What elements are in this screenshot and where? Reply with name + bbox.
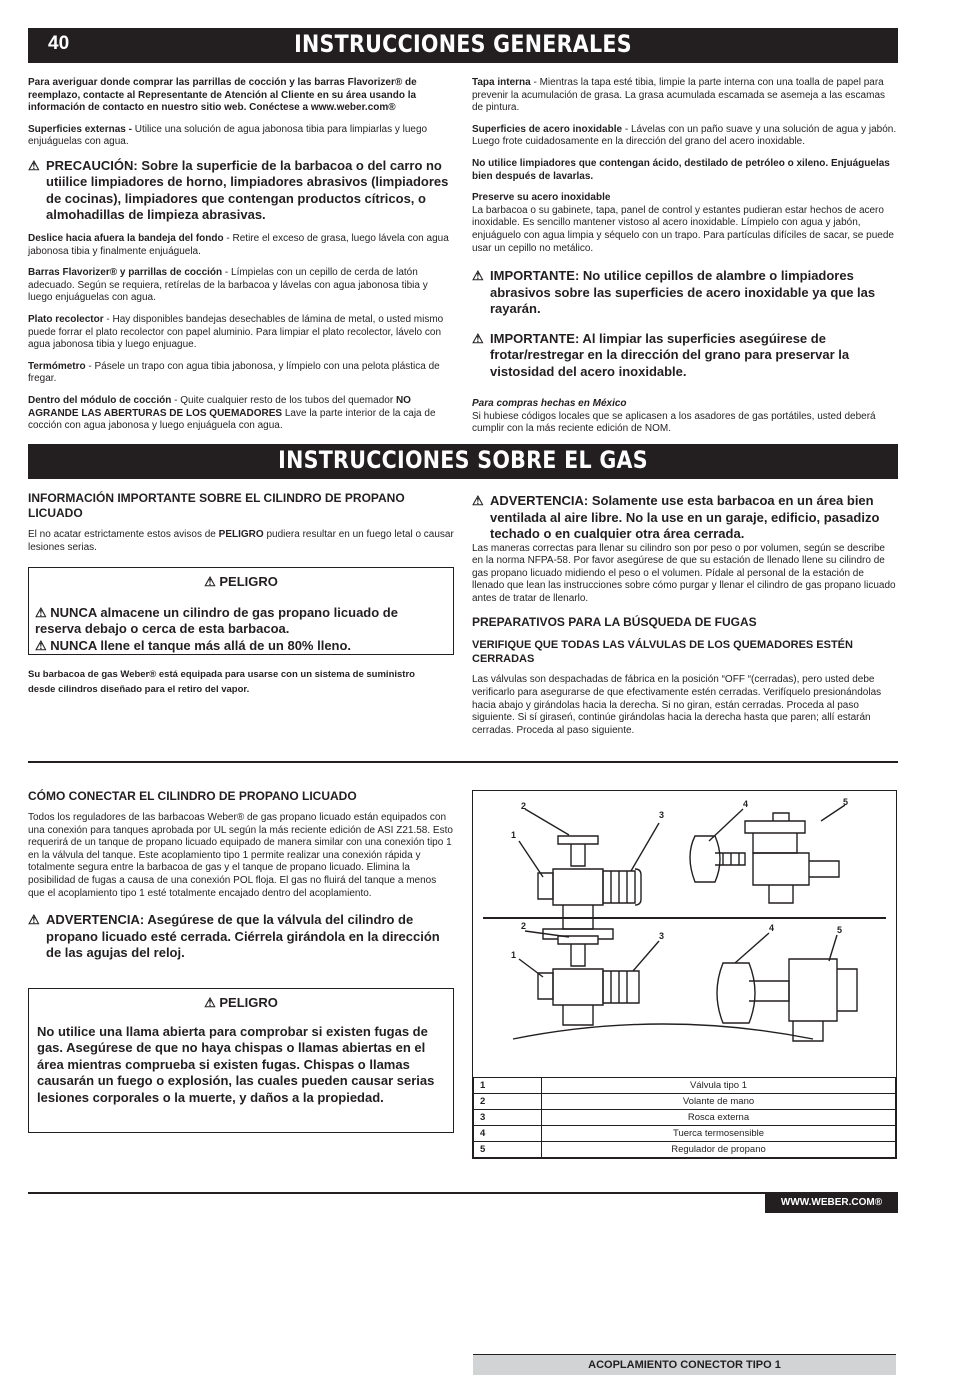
callout-bottom-5: 5 [837, 925, 843, 935]
inner-lid-text: Tapa interna - Mientras la tapa esté tibia, limpie la parte interna con una toalla de papel para prevenir la acumulación de grasa. La grasa acumulada escamada se asemeja a las escamas de pintura. [472, 77, 886, 114]
callout-bottom-2: 2 [521, 921, 527, 931]
table-row: 3 Rosca externa [474, 1110, 896, 1126]
coupling-illustration [473, 791, 896, 1351]
page-number: 40 [48, 33, 70, 54]
vapor-withdrawal-text: Su barbacoa de gas Weber® está equipada para usarse con un sistema de suministro desde cilindros diseñado para el retiro del vapor. [28, 669, 415, 695]
mexico-purchases-text: Para compras hechas en México Si hubiese códigos locales que se aplicasen a los asadores de gas portátiles, usted deberá cumplir con la más reciente edición de NOM. [472, 398, 876, 435]
no-acid-cleaners-text: No utilice limpiadores que contengan ácido, destilado de petróleo o xileno. Enjuáguelas bien después de lavarlas. [472, 157, 890, 182]
warning-triangle-icon: ⚠ [204, 995, 220, 1010]
danger-title: ⚠ PELIGRO [204, 574, 278, 589]
callout-top-3: 3 [659, 810, 665, 820]
ventilation-warning: ⚠ ADVERTENCIA: Solamente use esta barbacoa en un área bien ventilada al aire libre. No la use en un garaje, edificio, pasadizo techado o en cualquier otra área cerrada. [472, 493, 880, 541]
figure-caption: ACOPLAMIENTO CONECTOR TIPO 1 [473, 1354, 896, 1375]
callout-top-4: 4 [743, 799, 749, 809]
section-title-general: INSTRUCCIONES GENERALES [294, 30, 632, 58]
danger-line-1: ⚠ NUNCA almacene un cilindro de gas propano licuado de reserva debajo o cerca de esta barbacoa. [35, 604, 398, 636]
open-flame-danger-text: No utilice una llama abierta para comprobar si existen fugas de gas. Asegúrese de que no haya chispas o llamas abiertas en el área mientras comprueba si existen fugas. Chispas o llamas causarán un fuego o explosión, las cuales pueden causar serias lesiones corporales o la muerte, y daños a la propiedad. [37, 1023, 435, 1105]
propane-cylinder-heading: INFORMACIÓN IMPORTANTE SOBRE EL CILINDRO DE PROPANO LICUADO [28, 491, 405, 520]
general-right-column [472, 77, 898, 445]
table-row: 1 Válvula tipo 1 [474, 1078, 896, 1094]
valves-closed-subheading: VERIFIQUE QUE TODAS LAS VÁLVULAS DE LOS QUEMADORES ESTÉN CERRADAS [472, 639, 853, 666]
caution-notice: ⚠ PRECAUCIÓN: Sobre la superficie de la barbacoa o del carro no utiilice limpiadores de horno, limpiadores abrasivos (limpiadores de cocinas), limpiadores que contengan productos cítricos, o almohadillas de limpieza abrasivas. [28, 157, 449, 223]
connect-column [28, 789, 454, 971]
leak-check-prep-heading: PREPARATIVOS PARA LA BÚSQUEDA DE FUGAS [472, 615, 757, 630]
external-surfaces-text: Superficies externas - Utilice una solución de agua jabonosa tibia para limpiarlas y luego enjuáguelas con agua. [28, 123, 428, 148]
cooking-module-text: Dentro del módulo de cocción - Quite cualquier resto de los tubos del quemador NO AGRANDE LAS ABERTURAS DE LOS QUEMADORES Lave la parte interior de la caja de cocción con agua jabonosa y luego enjuáguela con agua. [28, 394, 436, 432]
gas-right-column [472, 493, 898, 746]
valves-closed-text: Las válvulas son despachadas de fábrica en la posición “OFF “(cerradas), pero usted debe verificarlo para asegurarse de que efectivamente estén cerradas. Verifíquelo presionándolas hacia abajo y girándolas hacia la derecha. Si no giran, están cerradas. Proceda al paso siguiente. Si sí giraseń, continúe girándolas hacia la derecha hasta que paren; allí estarán cerradas. Proceda al paso siguiente. [472, 674, 882, 736]
parts-table [473, 1077, 896, 1158]
cylinder-filling-text: Las maneras correctas para llenar su cilindro son por peso o por volumen, según se describe en la norma NFPA-58. Por favor asegúrese de que su estación de llenado llene su cilindro de gas propano licuado midiendo el peso o el volumen. Pídale al personal de la estación de llenado que lean las instrucciones sobre cómo purgar y llenar el cilindro de gas propano licuado antes de tratar de llenarlo. [472, 542, 896, 604]
danger-line-2: ⚠ NUNCA llene el tanque más allá de un 80% lleno. [35, 637, 352, 653]
section-divider [28, 761, 898, 763]
important-notice-1: ⚠ IMPORTANTE: No utilice cepillos de alambre o limpiadores abrasivos sobre las superficies de acero inoxidable ya que las rayarán. [472, 268, 876, 317]
danger-title: ⚠ PELIGRO [204, 995, 278, 1010]
callout-top-2: 2 [521, 801, 527, 811]
table-row: 2 Volante de mano [474, 1094, 896, 1110]
callout-top-1: 1 [511, 830, 517, 840]
table-row: 5 Regulador de propano [474, 1142, 896, 1158]
callout-top-5: 5 [843, 797, 849, 807]
danger-box-open-flame [28, 988, 454, 1133]
drip-tray-text: Plato recolector - Hay disponibles bandejas desechables de lámina de metal, o usted mismo puede forrar el plato recolector con papel aluminio. Para limpiar el plato recolector, lávelo con agua jabonosa tibia y luego enjuague. [28, 313, 444, 351]
warning-triangle-icon: ⚠ [472, 493, 484, 508]
danger-warning-intro: El no acatar estrictamente estos avisos de PELIGRO pudiera resultar en un fuego letal o causar lesiones serias. [28, 529, 454, 553]
preserve-stainless-text: Preserve su acero inoxidable La barbacoa o su gabinete, tapa, panel de control y estantes pudieran estar hechos de acero inoxidable. Es sencillo mantener vistoso al acero inoxidable. Límpielo con agua y jabón, enjuáguelo con agua limpia y séquelo con un trapo. Para partículas difíciles de sacar, se puede usar un cepillo no metálico. [472, 192, 894, 254]
warning-triangle-icon: ⚠ [35, 604, 51, 620]
stainless-surfaces-text: Superficies de acero inoxidable - Lávelas con un paño suave y una solución de agua y jabón. Luego frote cuidadosamente en la dirección del grano del acero inoxidable. [472, 123, 897, 148]
connect-cylinder-heading: CÓMO CONECTAR EL CILINDRO DE PROPANO LICUADO [28, 789, 357, 803]
website-link[interactable]: WWW.WEBER.COM® [765, 1193, 898, 1213]
bottom-tray-text: Deslice hacia afuera la bandeja del fondo - Retire el exceso de grasa, luego lávela con agua jabonosa tibia y finalmente enjuáguela. [28, 232, 449, 257]
section-title-gas: INSTRUCCIONES SOBRE EL GAS [278, 446, 648, 474]
valve-closed-warning: ⚠ ADVERTENCIA: Asegúrese de que la válvula del cilindro de propano licuado esté cerrada. Ciérrela girándola en la dirección de las agujas del reloj. [28, 912, 440, 961]
connect-cylinder-text: Todos los reguladores de las barbacoas Weber® de gas propano licuado están equipados con una conexión para tanques aprobada por UL según la más reciente edición de ASI Z21.58. Esto requerirá de un tanque de propano licuado equipado de manera similar con una conexión tipo 1 en la válvula del tanque. Este acoplamiento tipo 1 permite realizar una conexión rápida y totalmente segura entre la barbacoa de gas y el tanque de propano licuado. Elimina la posibilidad de fugas a causa de una conexión POL floja. El gas no fluirá del tanque a menos que el acoplamiento tipo 1 esté totalmente encajado dentro del acoplamiento. [28, 812, 453, 899]
general-left-column [28, 77, 454, 442]
warning-triangle-icon: ⚠ [35, 637, 51, 653]
warning-triangle-icon: ⚠ [28, 912, 40, 928]
callout-bottom-1: 1 [511, 950, 517, 960]
replacement-parts-text: Para averiguar donde comprar las parrillas de cocción y las barras Flavorizer® de reemplazo, contacte al Representante de Atención al Cliente en su área usando la información de contacto en nuestro sitio web. Conéctese a www.weber.com® [28, 77, 417, 114]
section-header-gas [28, 444, 898, 479]
gas-left-column [28, 491, 454, 563]
callout-bottom-3: 3 [659, 931, 665, 941]
warning-triangle-icon: ⚠ [204, 574, 220, 589]
thermometer-text: Termómetro - Pásele un trapo con agua tibia jabonosa, y límpielo con una pelota plástica de fregar. [28, 360, 440, 385]
flavorizer-text: Barras Flavorizer® y parrillas de cocción - Límpielas con un cepillo de cerda de latón adecuado. Según se requiera, retírelas de la barbacoa y lávelas con agua jabonosa tibia y luego enjuáguelas con agua. [28, 267, 428, 304]
important-notice-2: ⚠ IMPORTANTE: Al limpiar las superficies asegúirese de frotar/restregar en la dirección del grano para preservar la vistosidad del acero inoxidable. [472, 330, 850, 379]
callout-bottom-4: 4 [769, 923, 775, 933]
warning-triangle-icon: ⚠ [28, 157, 40, 173]
table-row: 4 Tuerca termosensible [474, 1126, 896, 1142]
warning-triangle-icon: ⚠ [472, 330, 484, 346]
section-header-general [28, 28, 898, 63]
danger-box-storage [28, 567, 454, 655]
warning-triangle-icon: ⚠ [472, 268, 484, 284]
